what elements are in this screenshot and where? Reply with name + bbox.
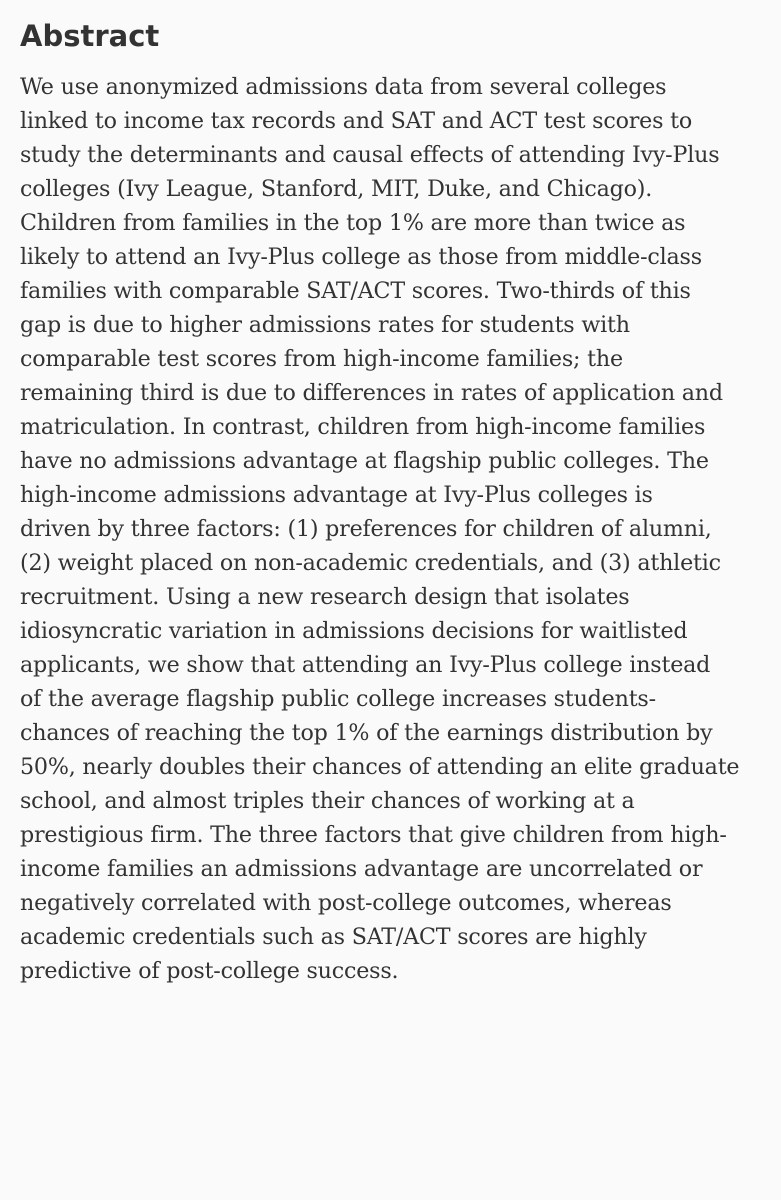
abstract-line: income families an admissions advantage are uncorrelated or: [20, 856, 703, 882]
abstract-line: of the average flagship public college increases students-: [20, 686, 656, 712]
abstract-line: driven by three factors: (1) preferences for children of alumni,: [20, 516, 712, 542]
abstract-line: applicants, we show that attending an Ivy-Plus college instead: [20, 652, 711, 678]
abstract-line: (2) weight placed on non-academic credentials, and (3) athletic: [20, 550, 721, 576]
abstract-line: comparable test scores from high-income families; the: [20, 346, 623, 372]
abstract-line: chances of reaching the top 1% of the earnings distribution by: [20, 720, 713, 746]
abstract-line: school, and almost triples their chances of working at a: [20, 788, 635, 814]
abstract-line: matriculation. In contrast, children from high-income families: [20, 414, 706, 440]
abstract-line: idiosyncratic variation in admissions decisions for waitlisted: [20, 618, 688, 644]
abstract-body: [20, 70, 761, 988]
abstract-line: have no admissions advantage at flagship public colleges. The: [20, 448, 709, 474]
abstract-line: gap is due to higher admissions rates for students with: [20, 312, 630, 338]
abstract-line: prestigious firm. The three factors that give children from high-: [20, 822, 727, 848]
abstract-line: predictive of post-college success.: [20, 958, 399, 984]
abstract-line: 50%, nearly doubles their chances of attending an elite graduate: [20, 754, 740, 780]
abstract-line: remaining third is due to differences in rates of application and: [20, 380, 723, 406]
abstract-line: academic credentials such as SAT/ACT scores are highly: [20, 924, 647, 950]
abstract-line: study the determinants and causal effects of attending Ivy-Plus: [20, 142, 720, 168]
abstract-line: likely to attend an Ivy-Plus college as those from middle-class: [20, 244, 702, 270]
abstract-line: high-income admissions advantage at Ivy-Plus colleges is: [20, 482, 653, 508]
abstract-line: We use anonymized admissions data from several colleges: [20, 74, 667, 100]
abstract-heading: Abstract: [20, 19, 160, 53]
abstract-line: Children from families in the top 1% are more than twice as: [20, 210, 686, 236]
abstract-line: linked to income tax records and SAT and ACT test scores to: [20, 108, 692, 134]
abstract-line: colleges (Ivy League, Stanford, MIT, Duke, and Chicago).: [20, 176, 653, 202]
abstract-line: recruitment. Using a new research design that isolates: [20, 584, 630, 610]
abstract-line: negatively correlated with post-college outcomes, whereas: [20, 890, 672, 916]
abstract-line: families with comparable SAT/ACT scores. Two-thirds of this: [20, 278, 691, 304]
